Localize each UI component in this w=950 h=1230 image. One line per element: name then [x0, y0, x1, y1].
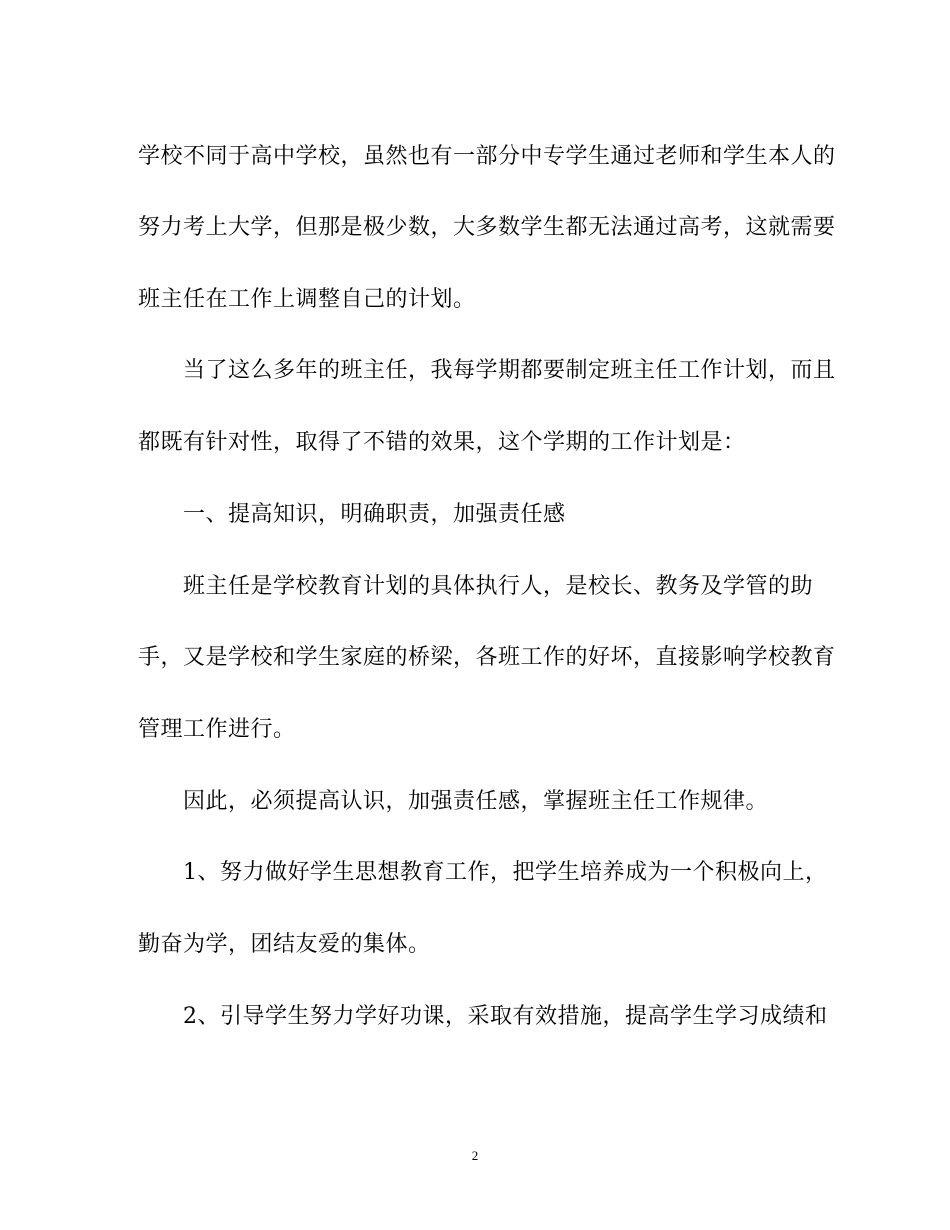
text-line: 班主任在工作上调整自己的计划。 — [138, 287, 476, 312]
text-line: 勤奋为学，团结友爱的集体。 — [138, 932, 431, 957]
text-line: 当了这么多年的班主任，我每学期都要制定班主任工作计划，而且 — [183, 358, 836, 383]
text-line: 都既有针对性，取得了不错的效果，这个学期的工作计划是： — [138, 430, 746, 455]
text-line: 管理工作进行。 — [138, 717, 296, 742]
section-heading: 一、提高知识，明确职责，加强责任感 — [183, 502, 566, 527]
text-line: 手，又是学校和学生家庭的桥梁，各班工作的好坏，直接影响学校教育 — [138, 645, 836, 670]
text-line: 因此，必须提高认识，加强责任感，掌握班主任工作规律。 — [183, 789, 769, 814]
text-line: 班主任是学校教育计划的具体执行人，是校长、教务及学管的助 — [183, 574, 814, 599]
list-item: 1、努力做好学生思想教育工作，把学生培养成为一个积极向上， — [183, 860, 828, 885]
text-line: 努力考上大学，但那是极少数，大多数学生都无法通过高考，这就需要 — [138, 215, 836, 240]
text-line: 学校不同于高中学校，虽然也有一部分中专学生通过老师和学生本人的 — [138, 144, 836, 169]
page-number: 2 — [471, 1148, 479, 1163]
list-item: 2、引导学生努力学好功课，采取有效措施，提高学生学习成绩和 — [183, 1004, 828, 1029]
